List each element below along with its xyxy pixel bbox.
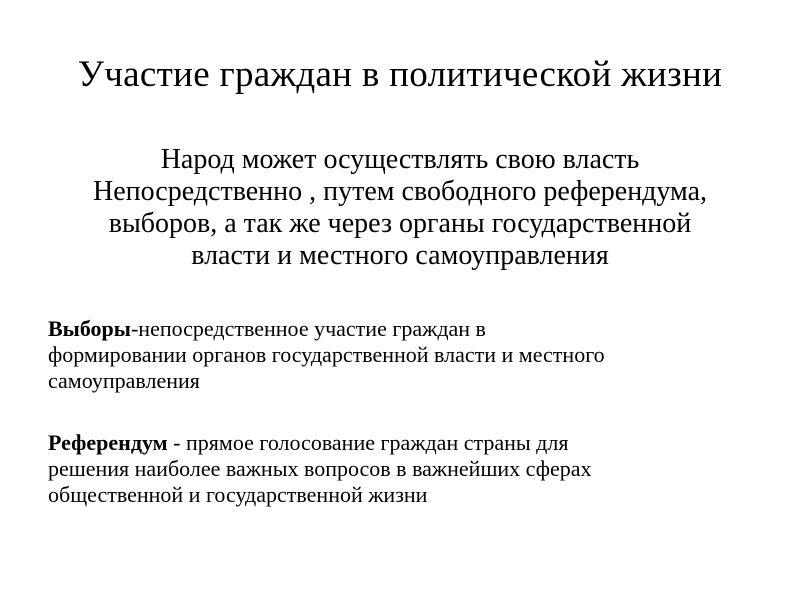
slide-title: Участие граждан в политической жизни xyxy=(77,54,723,95)
intro-line: власти и местного самоуправления xyxy=(191,240,609,271)
definition-term: Выборы xyxy=(48,316,131,341)
intro-line: Непосредственно , путем свободного референдума, xyxy=(92,176,708,207)
definition-term: Референдум xyxy=(48,430,168,455)
definition-line: общественной и государственной жизни xyxy=(48,482,428,507)
definition-line: решения наиболее важных вопросов в важнейших сферах xyxy=(48,456,592,481)
definition-text: -непосредственное участие граждан в xyxy=(130,316,486,341)
intro-line: выборов, а так же через органы государственной xyxy=(108,208,692,239)
definition-elections xyxy=(48,316,768,394)
definition-line: формировании органов государственной власти и местного xyxy=(48,342,605,367)
definition-line xyxy=(48,316,768,342)
definition-text: - прямое голосование граждан страны для xyxy=(167,430,569,455)
definition-line: самоуправления xyxy=(48,368,200,393)
definition-line xyxy=(48,430,768,456)
intro-line: Народ может осуществлять свою власть xyxy=(160,144,640,175)
definition-referendum xyxy=(48,430,768,508)
intro-paragraph xyxy=(40,144,760,272)
